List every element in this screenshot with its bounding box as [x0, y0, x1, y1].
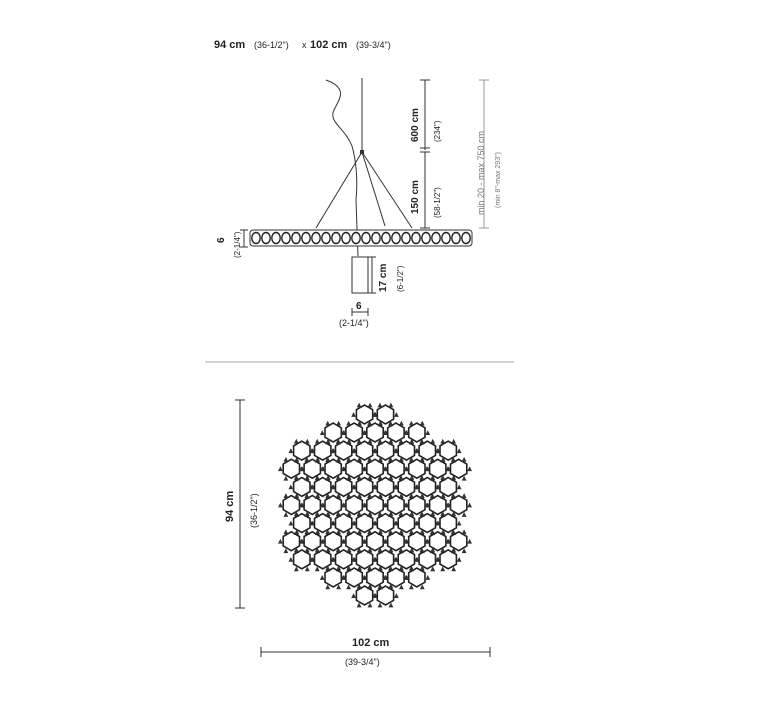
- lattice-node: [467, 539, 472, 544]
- honeycomb-cell: [325, 423, 341, 442]
- honeycomb-cell: [388, 423, 404, 442]
- lattice-node: [320, 430, 325, 435]
- lattice-node: [420, 421, 425, 426]
- honeycomb-lattice: [278, 403, 472, 608]
- top-width-imperial: (39-3/4"): [345, 657, 380, 667]
- honeycomb-cell: [325, 568, 341, 587]
- lattice-node: [399, 421, 404, 426]
- lattice-node: [457, 521, 462, 526]
- lattice-node: [351, 593, 356, 598]
- lattice-node: [467, 466, 472, 471]
- canopy-width-imperial: (2-1/4"): [339, 318, 369, 328]
- lattice-node: [283, 493, 288, 498]
- lattice-node: [409, 421, 414, 426]
- honeycomb-cell: [440, 478, 456, 497]
- honeycomb-cell: [367, 568, 383, 587]
- range-metric: min 20 - max 750 cm: [476, 130, 486, 215]
- lattice-node: [351, 412, 356, 417]
- overall-dimensions: [214, 39, 391, 51]
- honeycomb-cell: [367, 459, 383, 478]
- honeycomb-cell: [398, 441, 414, 460]
- honeycomb-cell: [377, 550, 393, 569]
- honeycomb-cell: [398, 550, 414, 569]
- canopy: [352, 257, 368, 293]
- suspension-wire-left: [316, 152, 362, 228]
- honeycomb-cell: [440, 441, 456, 460]
- honeycomb-cell: [377, 405, 393, 424]
- lattice-node: [278, 466, 283, 471]
- honeycomb-cell: [388, 568, 404, 587]
- lattice-node: [467, 503, 472, 508]
- honeycomb-cell: [294, 441, 310, 460]
- honeycomb-cell: [419, 441, 435, 460]
- honeycomb-cell: [451, 532, 467, 551]
- honeycomb-cell: [419, 550, 435, 569]
- honeycomb-cell: [409, 496, 425, 515]
- range-imperial: (min 8"-max 293"): [495, 152, 502, 208]
- honeycomb-cell: [294, 478, 310, 497]
- honeycomb-cell: [377, 514, 393, 533]
- honeycomb-cell: [283, 532, 299, 551]
- lattice-node: [457, 557, 462, 562]
- lamp-body-profile: [250, 230, 472, 246]
- canopy-height-metric: 17 cm: [378, 263, 389, 292]
- lattice-node: [389, 403, 394, 408]
- lattice-node: [394, 412, 399, 417]
- lattice-node: [430, 439, 435, 444]
- honeycomb-cell: [377, 478, 393, 497]
- lattice-node: [325, 421, 330, 426]
- honeycomb-cell: [325, 532, 341, 551]
- honeycomb-cell: [356, 586, 372, 605]
- thickness-metric: 6: [216, 237, 227, 243]
- lattice-node: [368, 403, 373, 408]
- overall-width-imperial: (36-1/2"): [254, 40, 289, 50]
- honeycomb-cell: [356, 405, 372, 424]
- honeycomb-cell: [409, 532, 425, 551]
- lattice-node: [288, 521, 293, 526]
- top-view: [224, 400, 490, 667]
- honeycomb-cell: [419, 478, 435, 497]
- honeycomb-cell: [304, 532, 320, 551]
- lattice-node: [283, 457, 288, 462]
- lattice-node: [278, 539, 283, 544]
- lattice-node: [462, 457, 467, 462]
- honeycomb-cell: [398, 514, 414, 533]
- honeycomb-cell: [336, 441, 352, 460]
- top-width-metric: 102 cm: [352, 637, 390, 649]
- honeycomb-cell: [388, 532, 404, 551]
- thickness-imperial: (2-1/4"): [233, 231, 242, 258]
- honeycomb-cell: [283, 459, 299, 478]
- lattice-node: [288, 557, 293, 562]
- lattice-node: [283, 529, 288, 534]
- lattice-node: [336, 421, 341, 426]
- honeycomb-cell: [440, 550, 456, 569]
- lattice-node: [462, 493, 467, 498]
- honeycomb-cell: [336, 550, 352, 569]
- canopy-width-metric: 6: [356, 301, 362, 312]
- canopy-height-imperial: (6-1/2"): [396, 265, 405, 292]
- honeycomb-cell: [388, 496, 404, 515]
- honeycomb-cell: [346, 423, 362, 442]
- honeycomb-cell: [346, 568, 362, 587]
- honeycomb-cell: [451, 459, 467, 478]
- honeycomb-cell: [409, 423, 425, 442]
- honeycomb-cell: [346, 532, 362, 551]
- honeycomb-cell: [315, 478, 331, 497]
- honeycomb-cell: [304, 496, 320, 515]
- lattice-node: [457, 484, 462, 489]
- lattice-node: [425, 575, 430, 580]
- cable-top-imperial: (234"): [433, 120, 442, 142]
- lattice-node: [462, 529, 467, 534]
- lattice-node: [305, 439, 310, 444]
- honeycomb-cell: [294, 550, 310, 569]
- honeycomb-cell: [325, 459, 341, 478]
- overall-length-metric: 102 cm: [310, 39, 348, 51]
- honeycomb-cell: [315, 441, 331, 460]
- cable-top-metric: 600 cm: [410, 108, 421, 142]
- honeycomb-cell: [409, 568, 425, 587]
- honeycomb-cell: [336, 478, 352, 497]
- honeycomb-cell: [430, 532, 446, 551]
- top-height-imperial: (36-1/2"): [249, 493, 259, 528]
- honeycomb-cell: [367, 496, 383, 515]
- honeycomb-cell: [451, 496, 467, 515]
- honeycomb-cell: [315, 550, 331, 569]
- honeycomb-cell: [356, 478, 372, 497]
- overall-length-imperial: (39-3/4"): [356, 40, 391, 50]
- lattice-node: [440, 439, 445, 444]
- honeycomb-cell: [367, 423, 383, 442]
- lattice-node: [346, 421, 351, 426]
- honeycomb-cell: [304, 459, 320, 478]
- honeycomb-cell: [388, 459, 404, 478]
- overall-separator: x: [302, 40, 307, 50]
- side-view: [216, 78, 502, 328]
- lattice-node: [315, 439, 320, 444]
- honeycomb-cell: [283, 496, 299, 515]
- honeycomb-cell: [398, 478, 414, 497]
- lattice-node: [357, 403, 362, 408]
- honeycomb-cell: [409, 459, 425, 478]
- lattice-node: [320, 575, 325, 580]
- overall-width-metric: 94 cm: [214, 39, 246, 51]
- honeycomb-cell: [367, 532, 383, 551]
- honeycomb-cell: [346, 496, 362, 515]
- honeycomb-cell: [336, 514, 352, 533]
- honeycomb-cell: [325, 496, 341, 515]
- lattice-node: [394, 593, 399, 598]
- honeycomb-cell: [356, 441, 372, 460]
- honeycomb-cell: [377, 586, 393, 605]
- honeycomb-cell: [356, 550, 372, 569]
- lattice-node: [451, 439, 456, 444]
- lattice-node: [457, 448, 462, 453]
- suspension-wire-center: [362, 152, 385, 226]
- lattice-node: [378, 403, 383, 408]
- honeycomb-cell: [430, 496, 446, 515]
- lattice-node: [278, 503, 283, 508]
- suspension-wire-right: [362, 152, 412, 228]
- cable-bottom-imperial: (58-1/2"): [433, 187, 442, 218]
- honeycomb-cell: [294, 514, 310, 533]
- lattice-node: [425, 430, 430, 435]
- honeycomb-cell: [356, 514, 372, 533]
- lattice-node: [294, 439, 299, 444]
- honeycomb-cell: [419, 514, 435, 533]
- top-height-metric: 94 cm: [224, 490, 236, 522]
- honeycomb-cell: [377, 441, 393, 460]
- honeycomb-cell: [315, 514, 331, 533]
- body-profile-outline: [250, 230, 472, 246]
- honeycomb-cell: [346, 459, 362, 478]
- lattice-node: [288, 448, 293, 453]
- honeycomb-cell: [440, 514, 456, 533]
- lattice-node: [288, 484, 293, 489]
- cable-bottom-metric: 150 cm: [410, 180, 421, 214]
- honeycomb-cell: [430, 459, 446, 478]
